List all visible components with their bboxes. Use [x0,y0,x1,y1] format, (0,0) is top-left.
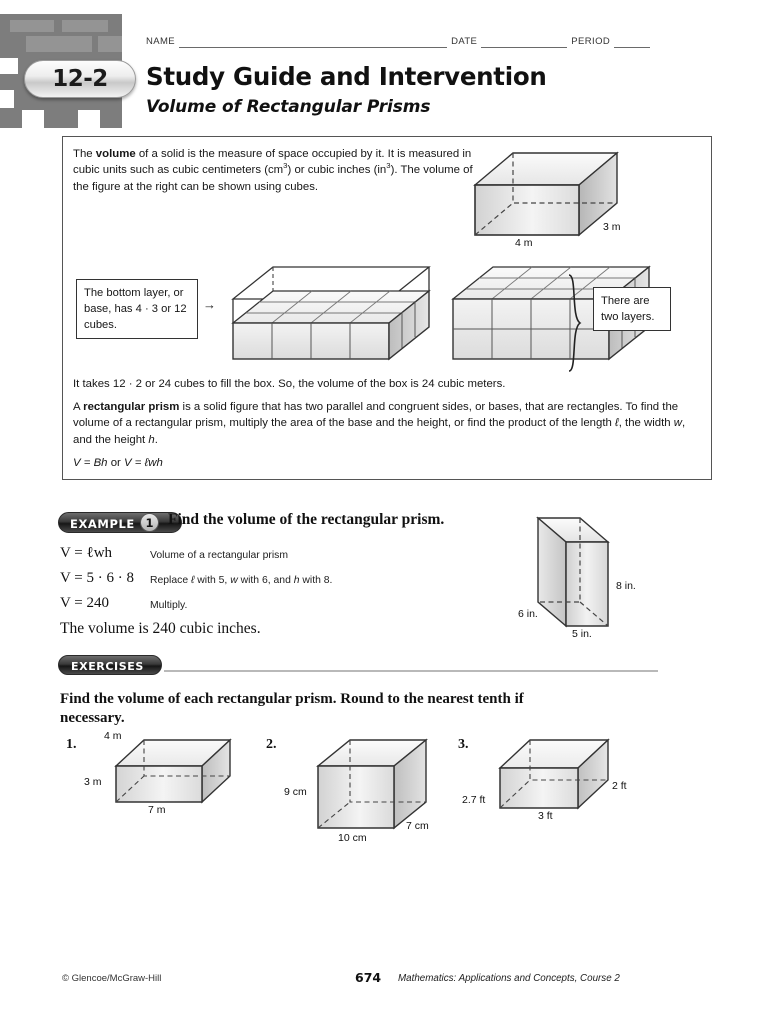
dim-ex1-top: 4 m [104,730,122,742]
figure-exercise-2 [284,732,456,852]
figure-exercise-3 [462,732,646,832]
period-input-line[interactable] [614,37,650,48]
exercise-3-number: 3. [458,737,469,752]
dim-ex3-bottom: 3 ft [538,810,553,822]
date-input-line[interactable] [481,37,567,48]
footer-copyright: © Glencoe/McGraw-Hill [62,973,162,984]
figure-reference-prism [467,145,627,255]
dim-width-4m: 4 m [515,237,533,249]
example-step-1-equation: V = ℓwh [60,545,113,561]
example-pill [58,512,182,533]
page-subtitle: Volume of Rectangular Prisms [146,97,431,117]
lesson-number-text: 12-2 [52,66,108,92]
exercises-instruction: Find the volume of each rectangular prism. Round to the nearest tenth if necessary. [60,691,524,726]
figure-exercise-1 [84,730,256,832]
exercise-1-number: 1. [66,737,77,752]
dim-width-5in: 5 in. [572,628,592,640]
example-pill-label: EXAMPLE [70,517,135,531]
arrow-right-icon: → [203,297,216,312]
exercises-pill [58,655,162,675]
exercises-pill-label: EXERCISES [71,660,144,673]
dim-ex3-left: 2.7 ft [462,794,486,806]
exercise-2-number: 2. [266,737,277,752]
period-label: PERIOD [571,36,611,47]
exercises-divider [164,670,658,672]
example-title: Find the volume of the rectangular prism. [168,511,445,528]
example-step-2-equation: V = 5 · 6 · 8 [60,570,135,586]
figure-one-layer-cubes [227,261,435,371]
date-label: DATE [451,36,478,47]
lesson-number-badge [24,60,136,98]
callout-two-layers: There are two layers. [593,287,671,331]
callout-bottom-layer: The bottom layer, or base, has 4 · 3 or 12 cubes. [76,279,198,339]
intro-paragraph: The volume of a solid is the measure of space occupied by it. It is measured in cubic units such as cubic centimeters $(cm^3)$ or cubic inches $(in^3)$. The volume of the figure at the right can be shown using cubes. [73,148,473,193]
example-step-3-equation: V = 240 [60,595,110,611]
dim-ex2-left: 9 cm [284,786,307,798]
dim-ex2-right: 7 cm [406,820,429,832]
dim-height-8in: 8 in. [616,580,636,592]
name-label: NAME [146,36,176,47]
concept-box [62,136,712,480]
dim-ex1-bottom: 7 m [148,804,166,816]
name-input-line[interactable] [179,37,447,48]
formula-line: V = Bh or V = ℓwh [73,457,163,469]
example-step-2-explanation: Replace ℓ with 5, w with 6, and h with 8. [150,575,333,586]
example-conclusion: The volume is 240 cubic inches. [60,620,261,637]
header-fields [146,36,658,48]
page-title: Study Guide and Intervention [146,62,547,91]
dim-depth-6in: 6 in. [518,608,538,620]
brace-icon [566,273,582,373]
footer-page-number: 674 [355,970,382,985]
prism-definition-paragraph: A rectangular prism is a solid figure that has two parallel and congruent sides, or bases, that are rectangles. To find the volume of a rectangular prism, multiply the area of the base and the height, or find the product of the length ℓ, the width w, and the height h. [73,401,686,446]
footer-book-title: Mathematics: Applications and Concepts, Course 2 [398,973,620,984]
dim-ex1-left: 3 m [84,776,102,788]
example-step-3-explanation: Multiply. [150,600,188,611]
dim-ex3-right: 2 ft [612,780,627,792]
dim-ex2-bottom: 10 cm [338,832,367,844]
takes-paragraph: It takes 12 · 2 or 24 cubes to fill the box. So, the volume of the box is 24 cubic meters. [73,378,506,390]
example-step-1-explanation: Volume of a rectangular prism [150,550,289,561]
example-number-badge: 1 [140,513,159,532]
figure-example-prism [520,508,670,648]
dim-depth-3m: 3 m [603,221,621,233]
